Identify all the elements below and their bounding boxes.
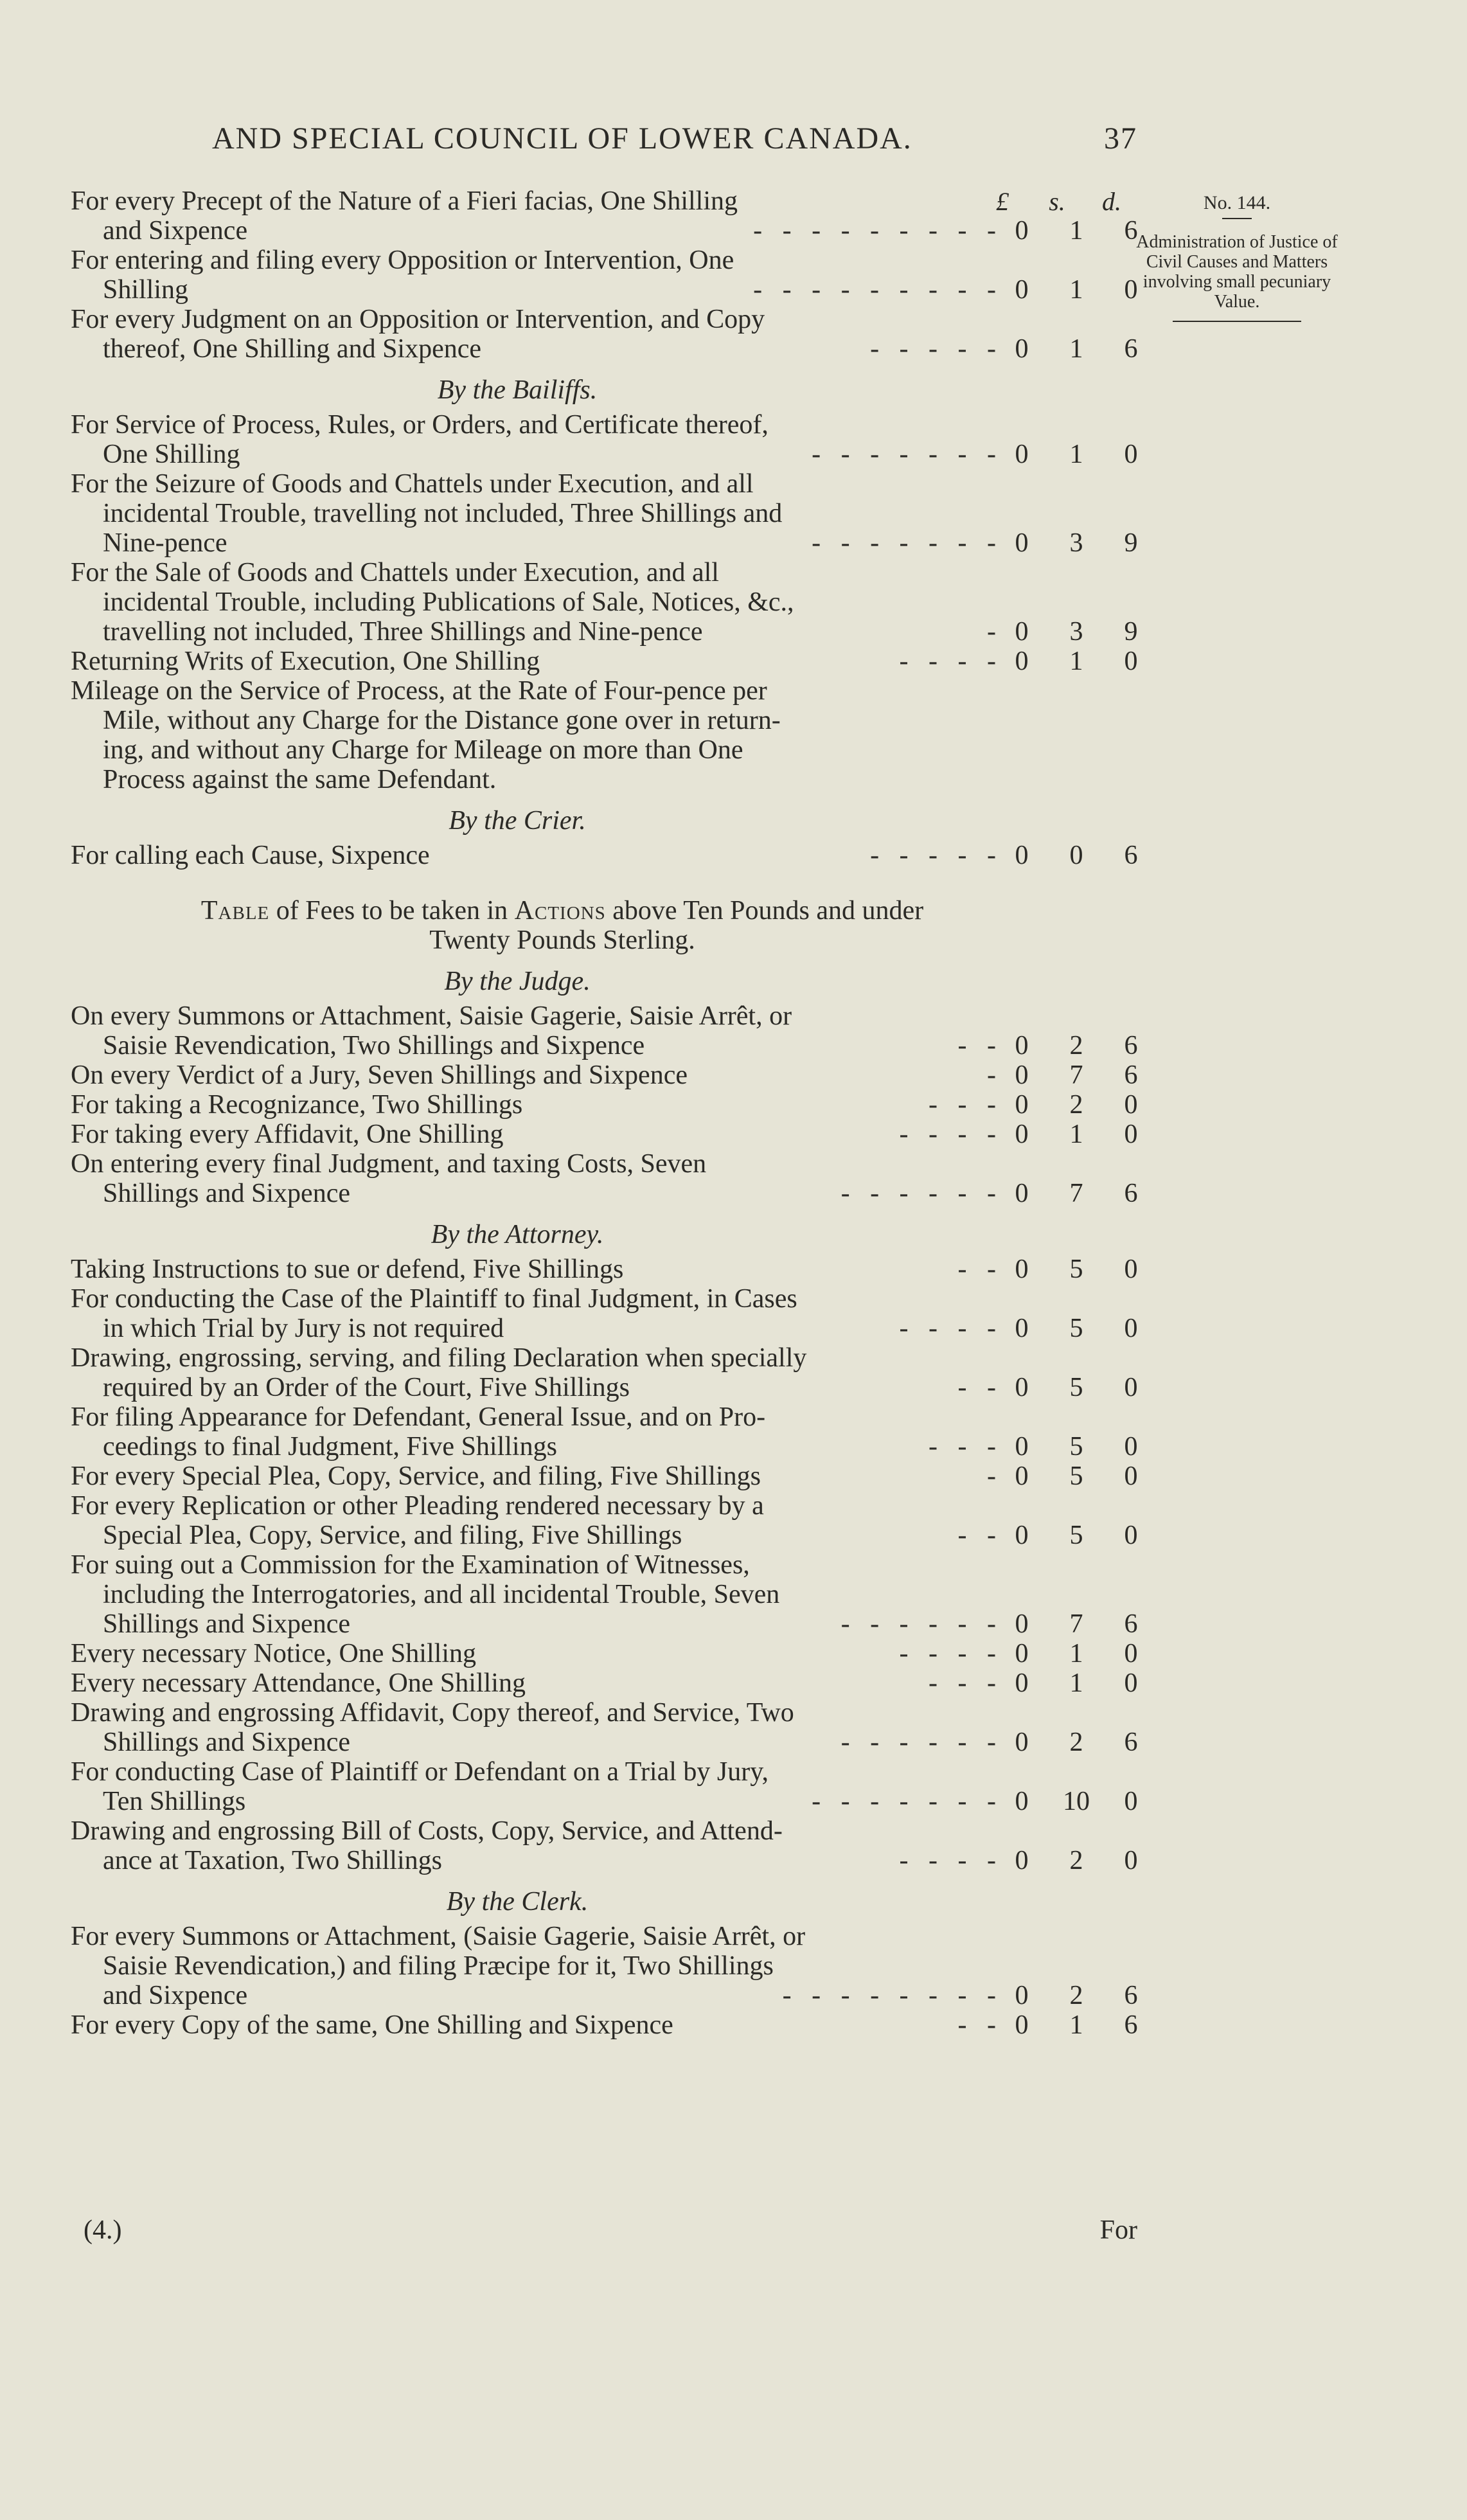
- fee-entry: [71, 410, 1157, 469]
- amount-pounds: 0: [1015, 1981, 1029, 2010]
- leader-dashes: - - -: [929, 1090, 996, 1120]
- amount-pounds: 0: [1015, 1120, 1029, 1149]
- fee-entry: [71, 1001, 1157, 1060]
- fee-entry: [71, 1090, 1157, 1120]
- amount-pence: 0: [1124, 440, 1138, 469]
- amount-pence: 0: [1124, 1373, 1138, 1402]
- section-heading: By the Bailiffs.: [437, 375, 598, 405]
- fee-entry: [71, 2010, 1157, 2040]
- fee-line: For the Sale of Goods and Chattels under Execution, and all: [71, 558, 719, 587]
- amount-pounds: 0: [1015, 216, 1029, 246]
- fee-entry: [71, 1255, 1157, 1284]
- fee-amount: [1002, 647, 1150, 676]
- page-number: 37: [1104, 121, 1137, 156]
- fee-line: Mileage on the Service of Process, at the Rate of Four-pence per: [71, 676, 767, 706]
- fee-line: thereof, One Shilling and Sixpence: [103, 334, 482, 364]
- amount-pounds: 0: [1015, 1668, 1029, 1698]
- fee-entry: [71, 469, 1157, 558]
- amount-shillings: 3: [1069, 617, 1083, 647]
- fee-line: Returning Writs of Execution, One Shilling: [71, 647, 540, 676]
- leader-dashes: - - - - -: [870, 334, 996, 364]
- amount-pounds: 0: [1015, 1090, 1029, 1120]
- fee-entry: [71, 676, 1157, 794]
- fee-entry: [71, 1284, 1157, 1343]
- fee-amount: [1002, 275, 1150, 305]
- fee-amount: [1002, 2010, 1150, 2040]
- amount-shillings: 5: [1069, 1255, 1083, 1284]
- fee-line: Every necessary Attendance, One Shilling: [71, 1668, 526, 1698]
- fee-amount: [1002, 1090, 1150, 1120]
- fee-entry: [71, 1668, 1157, 1698]
- fee-line: For entering and filing every Opposition or Intervention, One: [71, 246, 734, 275]
- amount-pence: 0: [1124, 1668, 1138, 1698]
- fee-amount: [1002, 1728, 1150, 1757]
- fee-line: Shillings and Sixpence: [103, 1179, 350, 1208]
- table-title: [71, 896, 1054, 955]
- fee-amount: [1002, 528, 1150, 558]
- fee-line: For suing out a Commission for the Examination of Witnesses,: [71, 1550, 750, 1580]
- amount-pence: 0: [1124, 1255, 1138, 1284]
- amount-pounds: 0: [1015, 841, 1029, 870]
- fee-amount: [1002, 334, 1150, 364]
- amount-shillings: 2: [1069, 1846, 1083, 1875]
- fee-amount: [1002, 617, 1150, 647]
- fee-amount: [1002, 216, 1150, 246]
- amount-pounds: 0: [1015, 1461, 1029, 1491]
- amount-pounds: 0: [1015, 1373, 1029, 1402]
- amount-pence: 9: [1124, 617, 1138, 647]
- fee-amount: [1002, 1255, 1150, 1284]
- col-shillings: s.: [1049, 187, 1065, 216]
- amount-pence: 6: [1124, 1179, 1138, 1208]
- fee-line: ing, and without any Charge for Mileage on more than One: [103, 735, 743, 765]
- leader-dashes: - -: [957, 2010, 996, 2040]
- fee-line: and Sixpence: [103, 1981, 248, 2010]
- fee-amount: [1002, 1373, 1150, 1402]
- amount-pounds: 0: [1015, 617, 1029, 647]
- amount-shillings: 1: [1069, 1668, 1083, 1698]
- amount-pounds: 0: [1015, 1609, 1029, 1639]
- leader-dashes: - - - - - - -: [812, 440, 996, 469]
- fee-entry: [71, 1550, 1157, 1639]
- amount-pounds: 0: [1015, 1179, 1029, 1208]
- fee-line: For taking a Recognizance, Two Shillings: [71, 1090, 523, 1120]
- fee-line: For filing Appearance for Defendant, General Issue, and on Pro-: [71, 1402, 766, 1432]
- fee-amount: [1002, 1639, 1150, 1668]
- fee-entry: [71, 1816, 1157, 1875]
- leader-dashes: - -: [957, 1255, 996, 1284]
- fee-line: For Service of Process, Rules, or Orders, and Certificate thereof,: [71, 410, 769, 440]
- amount-shillings: 2: [1069, 1090, 1083, 1120]
- fee-entry: [71, 647, 1157, 676]
- table-title-line2: Twenty Pounds Sterling.: [429, 925, 695, 955]
- fee-line: On every Summons or Attachment, Saisie Gagerie, Saisie Arrêt, or: [71, 1001, 792, 1031]
- amount-pence: 0: [1124, 1432, 1138, 1461]
- amount-shillings: 5: [1069, 1432, 1083, 1461]
- fee-entry: [71, 1922, 1157, 2010]
- amount-pence: 6: [1124, 334, 1138, 364]
- fee-amount: [1002, 1432, 1150, 1461]
- amount-pounds: 0: [1015, 1314, 1029, 1343]
- fee-entry: [71, 305, 1157, 364]
- amount-pence: 6: [1124, 841, 1138, 870]
- leader-dashes: -: [987, 1461, 996, 1491]
- side-note: [1131, 193, 1343, 322]
- amount-shillings: 7: [1069, 1060, 1083, 1090]
- fee-line: and Sixpence: [103, 216, 248, 246]
- fee-amount: [1002, 1120, 1150, 1149]
- leader-dashes: - - - - -: [870, 841, 996, 870]
- section-heading: By the Judge.: [444, 967, 591, 996]
- amount-pence: 0: [1124, 1090, 1138, 1120]
- leader-dashes: - - - - - -: [840, 1609, 996, 1639]
- fee-entry: [71, 1120, 1157, 1149]
- fee-amount: [1002, 440, 1150, 469]
- amount-shillings: 5: [1069, 1461, 1083, 1491]
- amount-shillings: 0: [1069, 841, 1083, 870]
- table-title-word: Actions: [514, 896, 606, 925]
- amount-shillings: 5: [1069, 1521, 1083, 1550]
- fee-line: For every Summons or Attachment, (Saisie Gagerie, Saisie Arrêt, or: [71, 1922, 806, 1951]
- catchword: For: [1099, 2215, 1137, 2245]
- amount-pounds: 0: [1015, 528, 1029, 558]
- fee-line: Drawing and engrossing Bill of Costs, Copy, Service, and Attend-: [71, 1816, 783, 1846]
- amount-pounds: 0: [1015, 1432, 1029, 1461]
- amount-pence: 0: [1124, 1521, 1138, 1550]
- fee-line: For the Seizure of Goods and Chattels under Execution, and all: [71, 469, 754, 499]
- amount-pounds: 0: [1015, 275, 1029, 305]
- side-note-number: No. 144.: [1203, 192, 1271, 213]
- leader-dashes: - -: [957, 1031, 996, 1060]
- amount-pence: 6: [1124, 216, 1138, 246]
- fee-amount: [1002, 1609, 1150, 1639]
- fee-line: For conducting Case of Plaintiff or Defendant on a Trial by Jury,: [71, 1757, 769, 1787]
- fee-line: On entering every final Judgment, and taxing Costs, Seven: [71, 1149, 707, 1179]
- table-title-part2: above Ten Pounds and under: [612, 896, 924, 925]
- leader-dashes: - - - - - - - - -: [753, 216, 996, 246]
- fee-line: ance at Taxation, Two Shillings: [103, 1846, 442, 1875]
- fee-amount: [1002, 841, 1150, 870]
- amount-pounds: 0: [1015, 1521, 1029, 1550]
- leader-dashes: - - - - - - -: [812, 1787, 996, 1816]
- fee-line: Ten Shillings: [103, 1787, 246, 1816]
- amount-pence: 6: [1124, 1060, 1138, 1090]
- fee-entry: [71, 841, 1157, 870]
- fee-line: One Shilling: [103, 440, 240, 469]
- fee-amount: [1002, 1031, 1150, 1060]
- amount-shillings: 7: [1069, 1609, 1083, 1639]
- col-pence: d.: [1102, 187, 1121, 216]
- col-pounds: £: [996, 187, 1009, 216]
- table-title-part1: of Fees to be taken in: [276, 896, 508, 925]
- fee-line: Every necessary Notice, One Shilling: [71, 1639, 476, 1668]
- fee-line: Shilling: [103, 275, 189, 305]
- amount-pounds: 0: [1015, 334, 1029, 364]
- fee-line: Process against the same Defendant.: [103, 765, 497, 794]
- fee-amount: [1002, 1521, 1150, 1550]
- amount-pence: 6: [1124, 2010, 1138, 2040]
- fee-entry: [71, 1639, 1157, 1668]
- side-note-rule: [1222, 218, 1252, 219]
- amount-pence: 6: [1124, 1031, 1138, 1060]
- table-title-line1: [71, 896, 1054, 925]
- fee-line: For every Judgment on an Opposition or Intervention, and Copy: [71, 305, 765, 334]
- amount-pence: 0: [1124, 275, 1138, 305]
- fee-line: Taking Instructions to sue or defend, Five Shillings: [71, 1255, 624, 1284]
- leader-dashes: - - - -: [899, 1314, 996, 1343]
- fee-amount: [1002, 1461, 1150, 1491]
- amount-shillings: 5: [1069, 1373, 1083, 1402]
- amount-shillings: 1: [1069, 647, 1083, 676]
- leader-dashes: - -: [957, 1373, 996, 1402]
- fee-amount: [1002, 1846, 1150, 1875]
- amount-pence: 0: [1124, 647, 1138, 676]
- amount-pence: 9: [1124, 528, 1138, 558]
- fee-line: Shillings and Sixpence: [103, 1609, 350, 1639]
- fee-amount: [1002, 1060, 1150, 1090]
- amount-pence: 0: [1124, 1461, 1138, 1491]
- leader-dashes: - - - -: [899, 1120, 996, 1149]
- fee-line: For conducting the Case of the Plaintiff to final Judgment, in Cases: [71, 1284, 797, 1314]
- leader-dashes: - - - -: [899, 647, 996, 676]
- signature-mark: (4.): [84, 2215, 122, 2245]
- fee-line: Saisie Revendication,) and filing Præcipe for it, Two Shillings: [103, 1951, 774, 1981]
- fee-line: travelling not included, Three Shillings and Nine-pence: [103, 617, 703, 647]
- amount-pounds: 0: [1015, 1031, 1029, 1060]
- amount-shillings: 2: [1069, 1031, 1083, 1060]
- leader-dashes: - - - - - - - - -: [753, 275, 996, 305]
- fee-line: Drawing and engrossing Affidavit, Copy thereof, and Service, Two: [71, 1698, 794, 1728]
- amount-shillings: 5: [1069, 1314, 1083, 1343]
- amount-shillings: 2: [1069, 1981, 1083, 2010]
- fee-line: On every Verdict of a Jury, Seven Shillings and Sixpence: [71, 1060, 688, 1090]
- fee-entry: [71, 1757, 1157, 1816]
- amount-pounds: 0: [1015, 1787, 1029, 1816]
- fee-amount: [1002, 1179, 1150, 1208]
- amount-pounds: 0: [1015, 647, 1029, 676]
- fee-line: including the Interrogatories, and all incidental Trouble, Seven: [103, 1580, 780, 1609]
- amount-shillings: 1: [1069, 2010, 1083, 2040]
- fee-line: For every Replication or other Pleading rendered necessary by a: [71, 1491, 764, 1521]
- fee-line: incidental Trouble, including Publications of Sale, Notices, &c.,: [103, 587, 794, 617]
- leader-dashes: - - - - - - - -: [782, 1981, 996, 2010]
- leader-dashes: - - - - - - -: [812, 528, 996, 558]
- amount-shillings: 1: [1069, 440, 1083, 469]
- amount-shillings: 2: [1069, 1728, 1083, 1757]
- leader-dashes: - - - - - -: [840, 1728, 996, 1757]
- amount-shillings: 7: [1069, 1179, 1083, 1208]
- section-heading: By the Crier.: [449, 806, 586, 836]
- fee-line: Shillings and Sixpence: [103, 1728, 350, 1757]
- amount-pounds: 0: [1015, 1728, 1029, 1757]
- fee-entry: [71, 186, 1157, 246]
- amount-pence: 6: [1124, 1609, 1138, 1639]
- leader-dashes: - - - -: [899, 1639, 996, 1668]
- fee-line: Drawing, engrossing, serving, and filing Declaration when specially: [71, 1343, 807, 1373]
- amount-pounds: 0: [1015, 1255, 1029, 1284]
- amount-pounds: 0: [1015, 1846, 1029, 1875]
- fee-line: For every Precept of the Nature of a Fieri facias, One Shilling: [71, 186, 738, 216]
- amount-shillings: 1: [1069, 1639, 1083, 1668]
- amount-pence: 0: [1124, 1787, 1138, 1816]
- amount-shillings: 3: [1069, 528, 1083, 558]
- leader-dashes: - - -: [929, 1432, 996, 1461]
- fee-amount: [1002, 1314, 1150, 1343]
- fee-entry: [71, 1698, 1157, 1757]
- fee-amount: [1002, 1981, 1150, 2010]
- amount-shillings: 1: [1069, 275, 1083, 305]
- amount-pence: 6: [1124, 1981, 1138, 2010]
- amount-pence: 0: [1124, 1846, 1138, 1875]
- fee-line: Special Plea, Copy, Service, and filing, Five Shillings: [103, 1521, 682, 1550]
- amount-shillings: 10: [1063, 1787, 1090, 1816]
- amount-shillings: 1: [1069, 334, 1083, 364]
- amount-pounds: 0: [1015, 2010, 1029, 2040]
- fee-line: For every Copy of the same, One Shilling and Sixpence: [71, 2010, 673, 2040]
- fee-entry: [71, 558, 1157, 647]
- fee-entry: [71, 1402, 1157, 1461]
- fee-line: in which Trial by Jury is not required: [103, 1314, 504, 1343]
- table-title-lead: Table: [200, 896, 270, 925]
- amount-pence: 0: [1124, 1314, 1138, 1343]
- amount-shillings: 1: [1069, 216, 1083, 246]
- leader-dashes: - - - -: [899, 1846, 996, 1875]
- fee-list: [71, 186, 1157, 2040]
- fee-entry: [71, 1149, 1157, 1208]
- fee-line: Saisie Revendication, Two Shillings and Sixpence: [103, 1031, 645, 1060]
- amount-pence: 0: [1124, 1639, 1138, 1668]
- fee-line: For taking every Affidavit, One Shilling: [71, 1120, 504, 1149]
- fee-line: incidental Trouble, travelling not included, Three Shillings and: [103, 499, 783, 528]
- fee-line: For calling each Cause, Sixpence: [71, 841, 430, 870]
- fee-entry: [71, 1461, 1157, 1491]
- fee-entry: [71, 246, 1157, 305]
- fee-line: required by an Order of the Court, Five Shillings: [103, 1373, 630, 1402]
- leader-dashes: -: [987, 1060, 996, 1090]
- amount-pence: 6: [1124, 1728, 1138, 1757]
- header-title: AND SPECIAL COUNCIL OF LOWER CANADA.: [212, 121, 912, 156]
- amount-pence: 0: [1124, 1120, 1138, 1149]
- fee-line: Mile, without any Charge for the Distance gone over in return-: [103, 706, 781, 735]
- fee-entry: [71, 1343, 1157, 1402]
- section-heading: By the Attorney.: [431, 1220, 604, 1249]
- amount-pounds: 0: [1015, 440, 1029, 469]
- amount-pounds: 0: [1015, 1060, 1029, 1090]
- fee-line: ceedings to final Judgment, Five Shillings: [103, 1432, 557, 1461]
- fee-line: Nine-pence: [103, 528, 227, 558]
- amount-shillings: 1: [1069, 1120, 1083, 1149]
- side-note-rule-bottom: [1173, 321, 1301, 322]
- fee-amount: [1002, 1668, 1150, 1698]
- fee-amount: [1002, 1787, 1150, 1816]
- leader-dashes: -: [987, 617, 996, 647]
- amount-pounds: 0: [1015, 1639, 1029, 1668]
- leader-dashes: - -: [957, 1521, 996, 1550]
- fee-entry: [71, 1060, 1157, 1090]
- fee-entry: [71, 1491, 1157, 1550]
- leader-dashes: - - -: [929, 1668, 996, 1698]
- section-heading: By the Clerk.: [446, 1887, 589, 1917]
- fee-line: For every Special Plea, Copy, Service, and filing, Five Shillings: [71, 1461, 761, 1491]
- side-note-text: Administration of Justice of Civil Causes and Matters involving small pecuniary Value.: [1136, 232, 1338, 312]
- leader-dashes: - - - - - -: [840, 1179, 996, 1208]
